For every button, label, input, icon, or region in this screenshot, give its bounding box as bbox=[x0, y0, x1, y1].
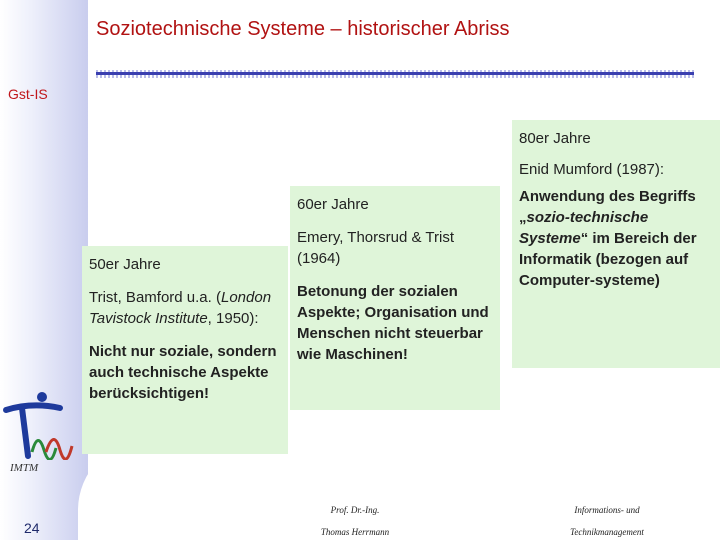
page-number: 24 bbox=[24, 520, 40, 536]
box-80s-statement-end: “ im Bereich der Informatik (bezogen auf Computer-systeme) bbox=[519, 230, 697, 289]
box-50s-statement: Nicht nur soziale, sondern auch technische Aspekte berücksichtigen! bbox=[89, 343, 277, 402]
footer-department bbox=[552, 499, 662, 543]
footer-department-line1: Informations- und bbox=[574, 505, 640, 515]
org-label: Gst-IS bbox=[8, 86, 48, 102]
box-80s-term: sozio-technische Systeme bbox=[519, 209, 649, 247]
box-50s-authors bbox=[89, 287, 281, 329]
box-50s bbox=[82, 246, 288, 454]
title-underline bbox=[96, 72, 694, 75]
footer-author bbox=[310, 499, 400, 543]
imtm-logo-icon bbox=[2, 390, 76, 460]
box-50s-year: , 1950): bbox=[207, 310, 259, 327]
box-80s-heading: 80er Jahre bbox=[519, 130, 591, 147]
box-80s-authors: Enid Mumford (1987): bbox=[519, 161, 665, 178]
box-50s-heading: 50er Jahre bbox=[89, 256, 161, 273]
box-60s-statement: Betonung der sozialen Aspekte; Organisation und Menschen nicht steuerbar wie Maschinen! bbox=[297, 283, 489, 363]
slide-title: Soziotechnische Systeme – historischer Abriss bbox=[96, 18, 510, 40]
box-60s bbox=[290, 186, 500, 410]
logo-text: IMTM bbox=[10, 462, 39, 474]
box-80s-statement-start: Anwendung des Begriffs „ bbox=[519, 188, 696, 226]
footer-author-line2: Thomas Herrmann bbox=[320, 527, 390, 537]
box-50s-institute: London Tavistock Institute bbox=[89, 289, 272, 327]
box-50s-authors-text: Trist, Bamford u.a. ( bbox=[89, 289, 221, 306]
footer-author-line1: Prof. Dr.-Ing. bbox=[330, 505, 380, 515]
box-80s-statement bbox=[519, 186, 715, 291]
box-60s-authors: Emery, Thorsrud & Trist (1964) bbox=[297, 229, 454, 267]
box-60s-heading: 60er Jahre bbox=[297, 196, 369, 213]
box-80s bbox=[512, 120, 720, 368]
footer-department-line2: Technikmanagement bbox=[570, 527, 644, 537]
